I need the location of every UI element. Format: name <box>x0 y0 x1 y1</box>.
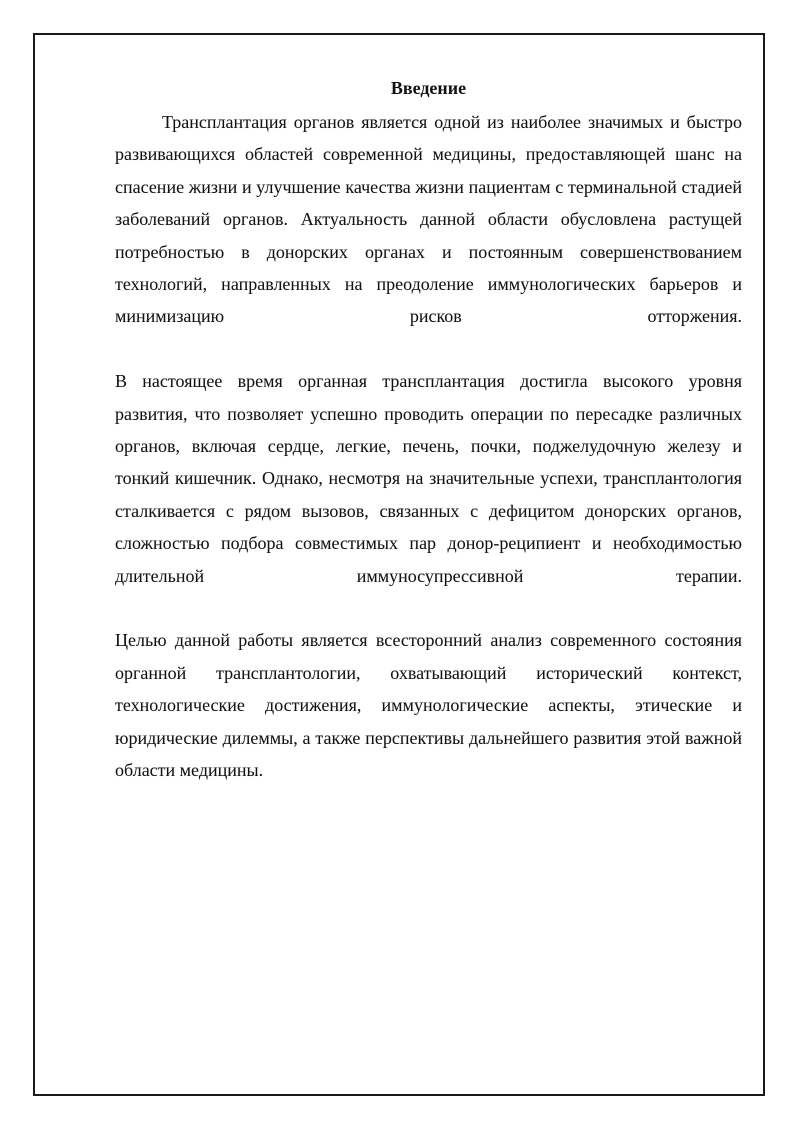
section-heading: Введение <box>390 78 467 98</box>
paragraph-goal: Целью данной работы является всесторонний анализ современного состояния органной трансплантологии, охватывающий исторический контекст, технологические достижения, иммунологические аспекты, этические и юридические дилеммы, а также перспективы дальнейшего развития этой важной области медицины. <box>115 630 742 781</box>
paragraph-gap <box>115 592 742 624</box>
paragraph-intro: Трансплантация органов является одной из наиболее значимых и быстро развивающихся областей современной медицины, предоставляющей шанс на спасение жизни и улучшение качества жизни пациентам с терминальной стадией заболеваний органов. Актуальность данной области обусловлена растущей потребностью в донорских органах и постоянным совершенствованием технологий, направленных на преодоление иммунологических барьеров и минимизацию рисков отторжения. <box>115 112 742 327</box>
document-body <box>115 76 742 787</box>
paragraph-gap <box>115 333 742 365</box>
paragraph-current-state: В настоящее время органная трансплантация достигла высокого уровня развития, что позволяет успешно проводить операции по пересадке различных органов, включая сердце, легкие, печень, почки, поджелудочную железу и тонкий кишечник. Однако, несмотря на значительные успехи, трансплантология сталкивается с рядом вызовов, связанных с дефицитом донорских органов, сложностью подбора совместимых пар донор-реципиент и необходимостью длительной иммуносупрессивной терапии. <box>115 371 742 586</box>
